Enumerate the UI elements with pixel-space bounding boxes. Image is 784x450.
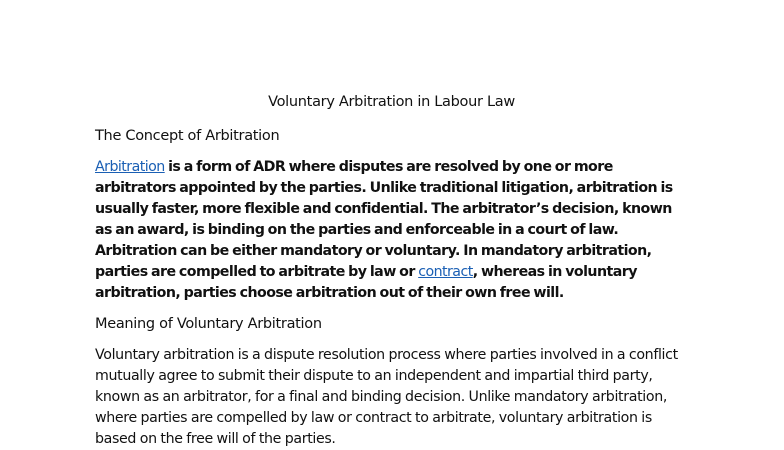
section-heading-concept: The Concept of Arbitration bbox=[95, 128, 280, 144]
paragraph-concept-text-a: is a form of ADR where disputes are resolved by one or more arbitrators appointed by the parties. Unlike traditional litigation, arbitration is usually faster, more flexible and confidential. The arbitrator’s decision, known as an award, is binding on the parties and enforceable in a court of law. Arbitration can be either mandatory or voluntary. In mandatory arbitration, parties are compelled to arbitrate by law or bbox=[95, 159, 673, 280]
link-arbitration[interactable]: Arbitration bbox=[95, 159, 165, 175]
document-title: Voluntary Arbitration in Labour Law bbox=[268, 94, 515, 110]
section-heading-meaning: Meaning of Voluntary Arbitration bbox=[95, 316, 322, 332]
link-contract[interactable]: contract bbox=[418, 264, 473, 280]
paragraph-concept-text-b: , whereas in voluntary arbitration, parties choose arbitration out of their own free will. bbox=[95, 264, 637, 301]
paragraph-meaning: Voluntary arbitration is a dispute resolution process where parties involved in a conflict mutually agree to submit their dispute to an independent and impartial third party, known as an arbitrator, for a final and binding decision. Unlike mandatory arbitration, where parties are compelled by law or contract to arbitrate, voluntary arbitration is based on the free will of the parties. bbox=[95, 347, 678, 447]
paragraph-concept bbox=[95, 157, 688, 304]
